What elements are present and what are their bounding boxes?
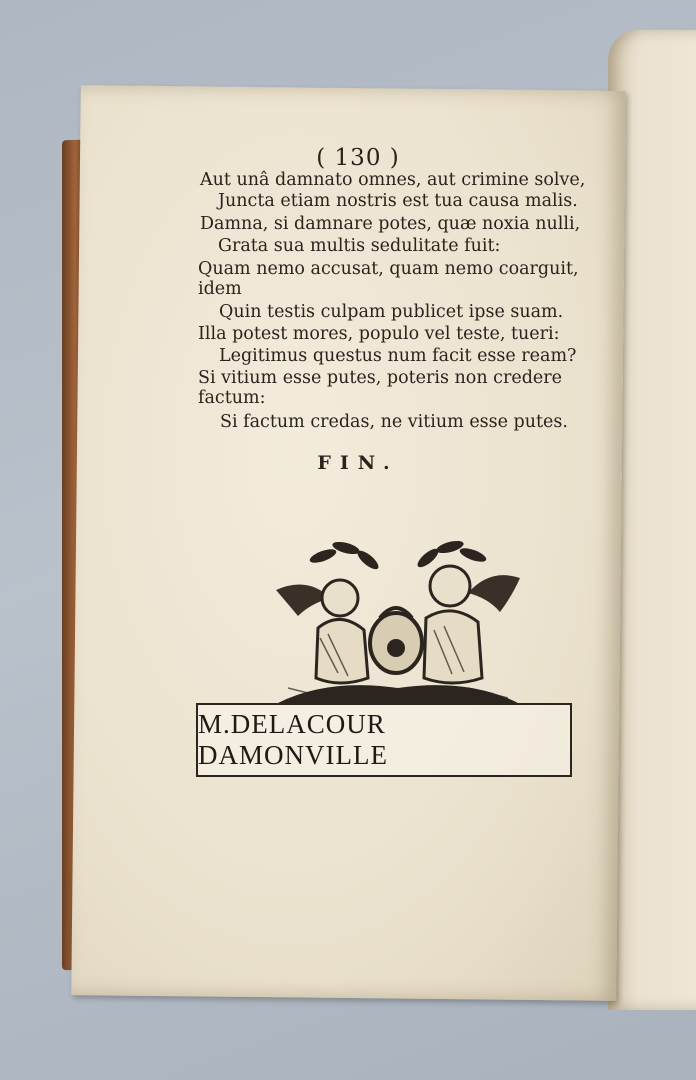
verse-line: Juncta etiam nostris est tua causa malis. <box>218 191 578 211</box>
verse-line: Legitimus questus num facit esse ream? <box>219 346 577 366</box>
verse-line: Damna, si damnare potes, quæ noxia nulli, <box>200 214 581 234</box>
bookplate-stamp <box>196 703 572 777</box>
verse-line: Si factum credas, ne vitium esse putes. <box>220 412 568 432</box>
verse-line: Quam nemo accusat, quam nemo coarguit, idem <box>198 259 579 299</box>
cherubs-vignette-icon <box>268 538 528 708</box>
fin-heading: FIN. <box>317 452 399 474</box>
verse-line: Si vitium esse putes, poteris non credere factum: <box>198 368 562 408</box>
verse-line: Aut unâ damnato omnes, aut crimine solve, <box>200 170 586 190</box>
bookplate-text: M.DELACOUR DAMONVILLE <box>198 709 388 770</box>
verse-line: Illa potest mores, populo vel teste, tueri: <box>198 324 560 344</box>
verse-line: Grata sua multis sedulitate fuit: <box>218 236 501 256</box>
verse-line: Quin testis culpam publicet ipse suam. <box>219 302 564 322</box>
page-number: ( 130 ) <box>316 145 400 171</box>
